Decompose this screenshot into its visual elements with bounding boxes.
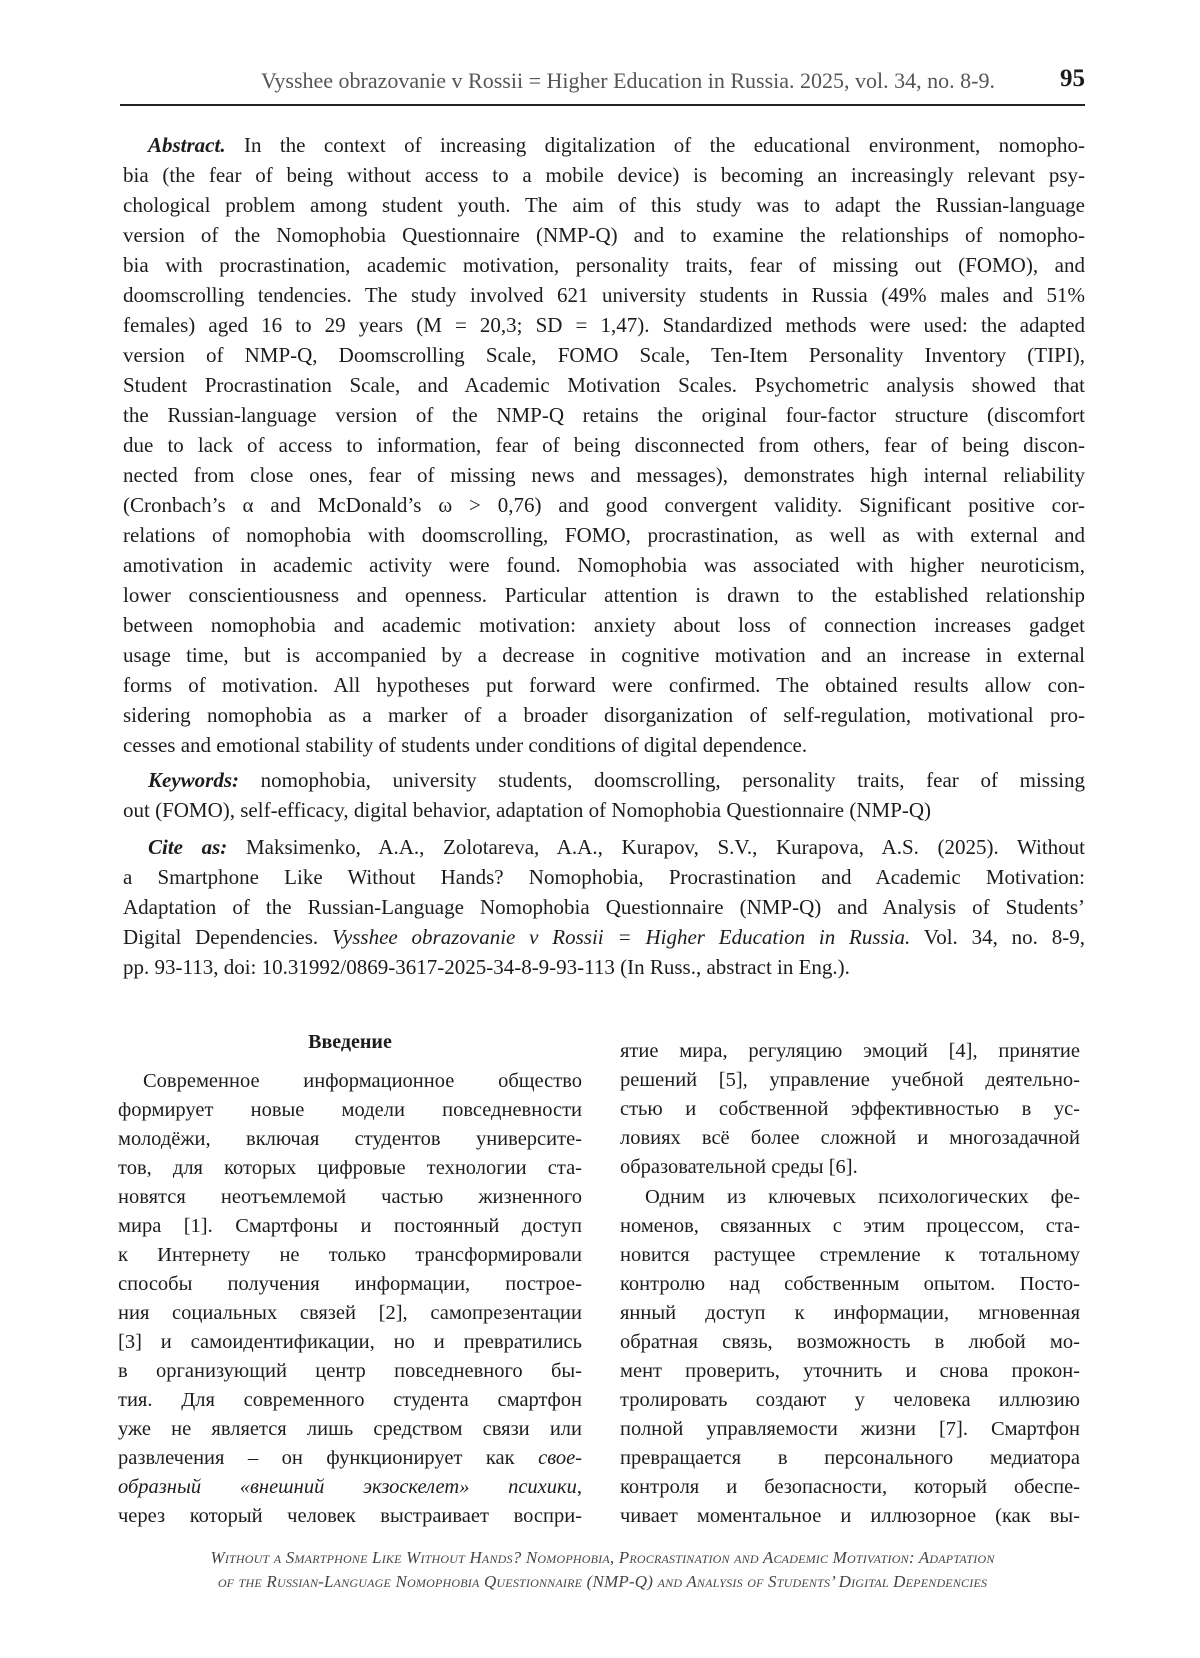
text-segment: развлечения – он функционирует как (118, 1447, 539, 1469)
abstract-paragraph (123, 130, 1085, 760)
text-line: мира [1]. Смартфоны и постоянный доступ (118, 1215, 582, 1237)
run-in-label: Cite as: (148, 835, 228, 859)
text-line: bia (the fear of being without access to a mobile device) is becoming an increasingly relevant psy- (123, 163, 1085, 187)
text-segment: Digital Dependencies. (123, 925, 332, 949)
text-line: мент проверить, уточнить и снова прокон- (620, 1360, 1080, 1382)
text-line: a Smartphone Like Without Hands? Nomophobia, Procrastination and Academic Motivation: (123, 865, 1085, 889)
text-line: usage time, but is accompanied by a decrease in cognitive motivation and an increase in external (123, 643, 1085, 667)
text-line: bia with procrastination, academic motivation, personality traits, fear of missing out (FOMO), and (123, 253, 1085, 277)
text-line: способы получения информации, построе- (118, 1273, 582, 1295)
text-line: Adaptation of the Russian-Language Nomophobia Questionnaire (NMP-Q) and Analysis of Students’ (123, 895, 1085, 919)
text-line (118, 1444, 582, 1473)
text-line: формирует новые модели повседневности (118, 1099, 582, 1121)
text-line: version of the Nomophobia Questionnaire (NMP-Q) and to examine the relationships of nomopho- (123, 223, 1085, 247)
text-line: уже не является лишь средством связи или (118, 1418, 582, 1440)
text-line: к Интернету не только трансформировали (118, 1244, 582, 1266)
text-line: nected from close ones, fear of missing news and messages), demonstrates high internal reliability (123, 463, 1085, 487)
text-line: через который человек выстраивает воспри- (118, 1505, 582, 1527)
citation-paragraph (123, 832, 1085, 982)
footer-line: of the Russian-Language Nomophobia Questionnaire (NMP-Q) and Analysis of Students’ Digital Dependencies (217, 1572, 988, 1591)
text-segment: Vol. 34, no. 8-9, (910, 925, 1085, 949)
text-line: Student Procrastination Scale, and Academic Motivation Scales. Psychometric analysis showed that (123, 373, 1085, 397)
text-segment: , (576, 1476, 582, 1498)
text-line: янный доступ к информации, мгновенная (620, 1302, 1080, 1324)
text-line: номенов, связанных с этим процессом, ста- (620, 1215, 1080, 1237)
text-segment: nomophobia, university students, doomscrolling, personality traits, fear of missing (239, 768, 1085, 792)
text-line: due to lack of access to information, fear of being disconnected from others, fear of being discon- (123, 433, 1085, 457)
run-in-label: Abstract. (148, 133, 226, 157)
text-line: sidering nomophobia as a marker of a broader disorganization of self-regulation, motivational pro- (123, 703, 1085, 727)
text-line: out (FOMO), self-efficacy, digital behavior, adaptation of Nomophobia Questionnaire (NMP-Q) (123, 798, 932, 822)
left-column-text (118, 1067, 582, 1531)
text-line: ния социальных связей [2], самопрезентации (118, 1302, 582, 1324)
right-column-paragraph-2 (620, 1183, 1080, 1531)
text-line: новится растущее стремление к тотальному (620, 1244, 1080, 1266)
text-line: females) aged 16 to 29 years (M = 20,3; SD = 1,47). Standardized methods were used: the adapted (123, 313, 1085, 337)
italic-text: свое- (538, 1447, 582, 1469)
text-line (118, 1473, 582, 1502)
text-line: новятся неотъемлемой частью жизненного (118, 1186, 582, 1208)
text-line: полной управляемости жизни [7]. Смартфон (620, 1418, 1080, 1440)
text-line (123, 765, 1085, 795)
section-heading-introduction: Введение (308, 1031, 392, 1053)
keywords-paragraph (123, 765, 1085, 825)
text-line: ятие мира, регуляцию эмоций [4], принятие (620, 1040, 1080, 1062)
text-line: doomscrolling tendencies. The study involved 621 university students in Russia (49% males and 51% (123, 283, 1085, 307)
text-line: тролировать создают у человека иллюзию (620, 1389, 1080, 1411)
text-line: between nomophobia and academic motivation: anxiety about loss of connection increases gadget (123, 613, 1085, 637)
text-line: amotivation in academic activity were found. Nomophobia was associated with higher neuroticism, (123, 553, 1085, 577)
text-line: [3] и самоидентификации, но и превратились (118, 1331, 582, 1353)
italic-text: образный «внешний экзоскелет» психики (118, 1476, 577, 1498)
text-line: ловиях всё более сложной и многозадачной (620, 1127, 1080, 1149)
text-line: тия. Для современного студента смартфон (118, 1389, 582, 1411)
text-line: решений [5], управление учебной деятельно- (620, 1069, 1080, 1091)
footer-line: Without a Smartphone Like Without Hands? Nomophobia, Procrastination and Academic Motivation: Adaptation (210, 1548, 995, 1567)
header-rule (120, 104, 1085, 106)
text-segment: In the context of increasing digitalization of the educational environment, nomopho- (225, 133, 1085, 157)
text-line: тов, для которых цифровые технологии ста- (118, 1157, 582, 1179)
text-segment: Maksimenko, A.A., Zolotareva, A.A., Kurapov, S.V., Kurapova, A.S. (2025). Without (227, 835, 1085, 859)
text-line: the Russian-language version of the NMP-Q retains the original four-factor structure (discomfort (123, 403, 1085, 427)
page-number: 95 (1060, 65, 1085, 92)
text-line: Современное информационное общество (143, 1070, 582, 1092)
text-line: молодёжи, включая студентов университе- (118, 1128, 582, 1150)
text-line: обратная связь, возможность в любой мо- (620, 1331, 1080, 1353)
italic-text: Vysshee obrazovanie v Rossii = Higher Education in Russia. (332, 925, 911, 949)
run-in-label: Keywords: (148, 768, 239, 792)
running-footer (120, 1546, 1085, 1594)
text-line: в организующий центр повседневного бы- (118, 1360, 582, 1382)
text-line: forms of motivation. All hypotheses put forward were confirmed. The obtained results allow con- (123, 673, 1085, 697)
text-line: контролю над собственным опытом. Посто- (620, 1273, 1080, 1295)
text-line: chological problem among student youth. The aim of this study was to adapt the Russian-language (123, 193, 1085, 217)
text-line: cesses and emotional stability of students under conditions of digital dependence. (123, 733, 808, 757)
text-line: контроля и безопасности, который обеспе- (620, 1476, 1080, 1498)
text-line (123, 130, 1085, 160)
text-line: relations of nomophobia with doomscrolling, FOMO, procrastination, as well as with external and (123, 523, 1085, 547)
text-line: стью и собственной эффективностью в ус- (620, 1098, 1080, 1120)
text-line: превращается в персонального медиатора (620, 1447, 1080, 1469)
text-line: образовательной среды [6]. (620, 1156, 858, 1178)
text-line: (Cronbach’s α and McDonald’s ω > 0,76) and good convergent validity. Significant positive cor- (123, 493, 1085, 517)
text-line: version of NMP-Q, Doomscrolling Scale, FOMO Scale, Ten-Item Personality Inventory (TIPI), (123, 343, 1085, 367)
text-line (123, 922, 1085, 952)
text-line: чивает моментальное и иллюзорное (как вы- (620, 1505, 1080, 1527)
text-line (123, 832, 1085, 862)
text-line: lower conscientiousness and openness. Particular attention is drawn to the established relationship (123, 583, 1085, 607)
text-line: Одним из ключевых психологических фе- (645, 1186, 1080, 1208)
running-head: Vysshee obrazovanie v Rossii = Higher Education in Russia. 2025, vol. 34, no. 8-9. (260, 68, 995, 93)
right-column-paragraph-1 (620, 1037, 1080, 1182)
text-line: pp. 93-113, doi: 10.31992/0869-3617-2025-34-8-9-93-113 (In Russ., abstract in Eng.). (123, 955, 850, 979)
